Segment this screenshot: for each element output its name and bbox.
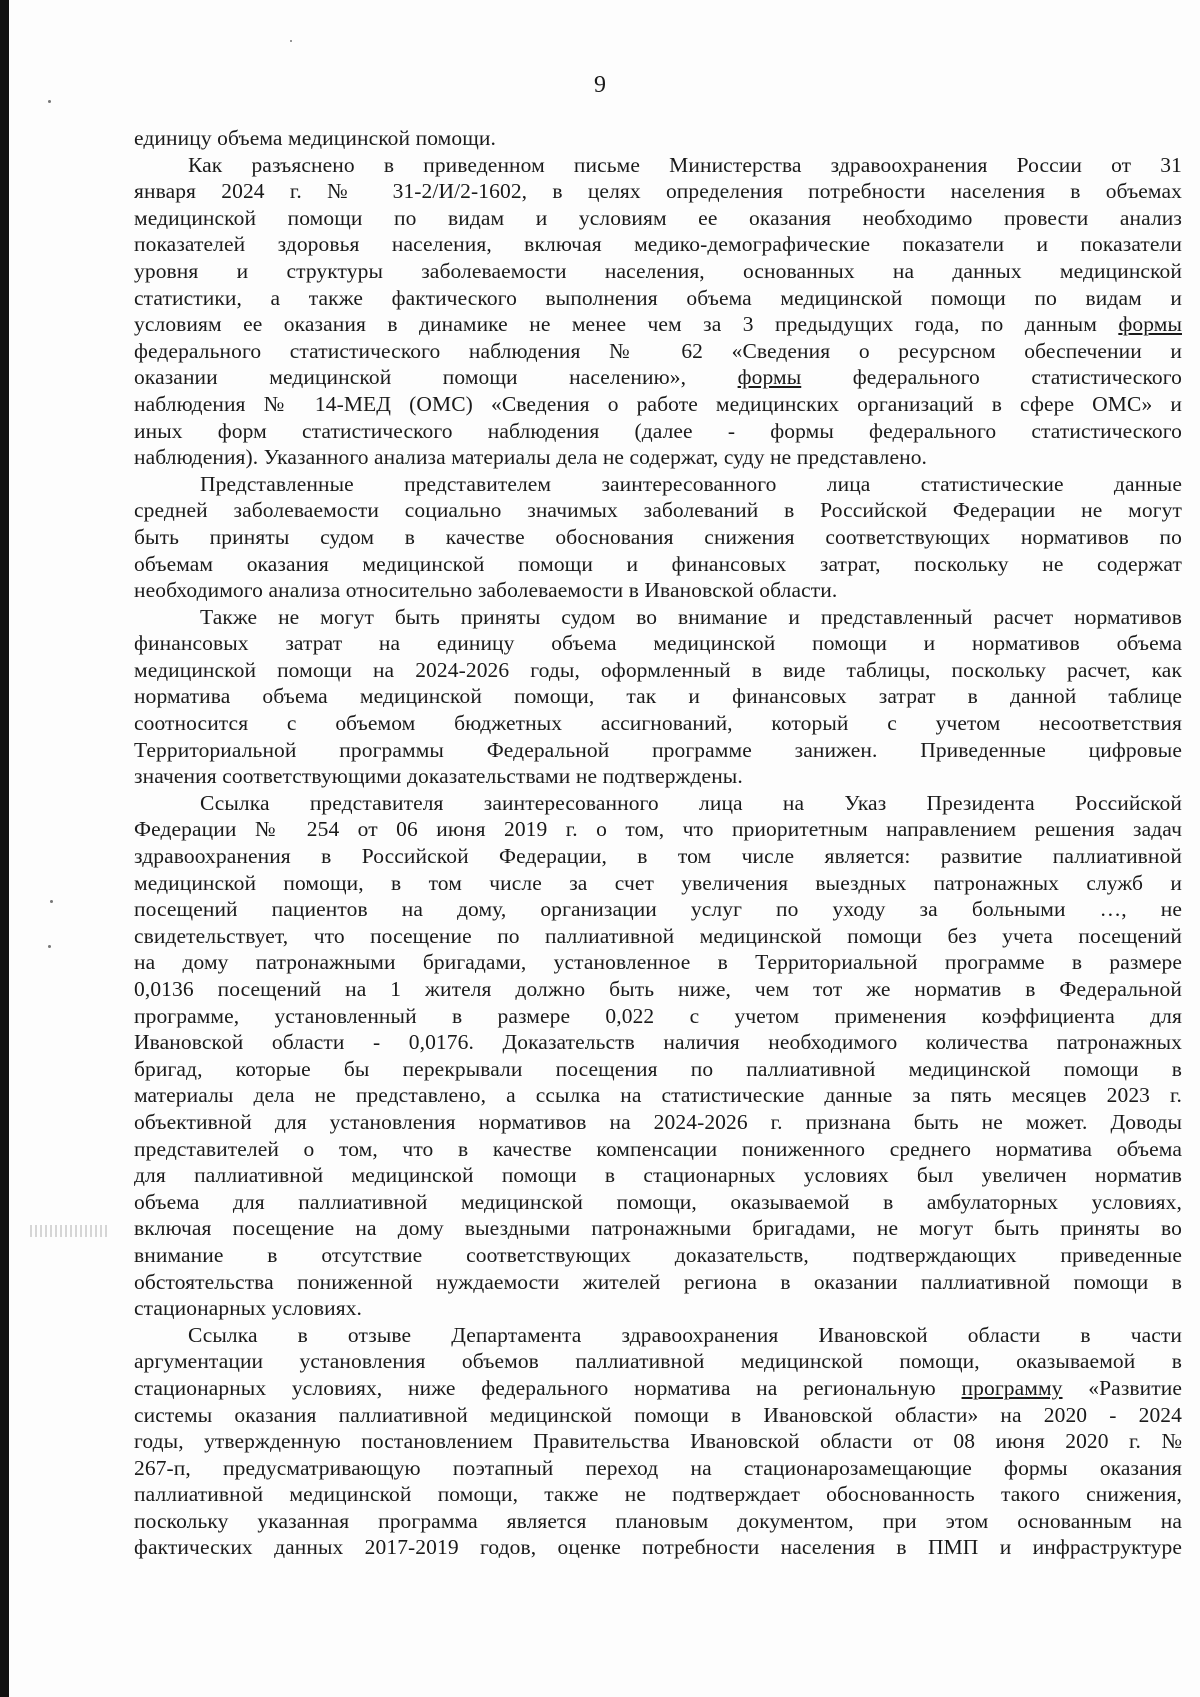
text-line-content: оказании медицинской помощи населению»,	[134, 365, 687, 390]
text-line	[134, 1136, 1182, 1163]
text-line-content: показателей здоровья населения, включая медико-демографические показатели и показатели	[134, 232, 1182, 257]
text-line-content: Как разъяснено в приведенном письме Министерства здравоохранения России от 31	[188, 152, 1182, 177]
scan-speck	[48, 100, 51, 103]
text-line	[134, 1322, 1182, 1349]
text-line-content: годы, утвержденную постановлением Правительства Ивановской области от 08 июня 2020 г. №	[134, 1429, 1182, 1454]
text-line-content: медицинской помощи по видам и условиям ее оказания необходимо провести анализ	[134, 205, 1182, 230]
text-line	[134, 471, 1182, 498]
text-line-content: обстоятельства пониженной нуждаемости жителей региона в оказании паллиативной помощи в	[134, 1269, 1182, 1294]
text-line	[134, 1189, 1182, 1216]
text-line-content: стационарных условиях.	[134, 1296, 363, 1321]
text-line-content: паллиативной медицинской помощи, также не подтверждает обоснованность такого снижения,	[134, 1482, 1182, 1507]
text-line	[134, 923, 1182, 950]
text-line	[134, 1348, 1182, 1375]
page-number: 9	[594, 72, 606, 98]
text-line-content: значения соответствующими доказательствами не подтверждены.	[134, 764, 743, 789]
text-line-content: внимание в отсутствие соответствующих доказательств, подтверждающих приведенные	[134, 1242, 1182, 1267]
text-line	[134, 551, 1182, 578]
text-line	[134, 949, 1182, 976]
text-line	[134, 1109, 1182, 1136]
text-line	[134, 338, 1182, 365]
text-line	[134, 657, 1182, 684]
text-line-content: норматива объема медицинской помощи, так и финансовых затрат в данной таблице	[134, 684, 1182, 709]
text-line	[134, 896, 1182, 923]
text-line	[134, 1402, 1182, 1429]
text-line	[134, 1003, 1182, 1030]
text-line-content: аргументации установления объемов паллиативной медицинской помощи, оказываемой в	[134, 1349, 1182, 1374]
text-line-content: 0,0136 посещений на 1 жителя должно быть ниже, чем тот же норматив в Федеральной	[134, 977, 1182, 1001]
document-body	[134, 125, 1182, 1561]
text-line-content: января 2024 г. № 31-2/И/2-1602, в целях определения потребности населения в объемах	[134, 179, 1182, 204]
scan-artifact	[30, 1225, 110, 1237]
text-line	[134, 205, 1182, 232]
text-line-content: уровня и структуры заболеваемости населения, основанных на данных медицинской	[134, 258, 1182, 283]
text-line	[134, 1082, 1182, 1109]
text-line-content: условиям ее оказания в динамике не менее чем за 3 предыдущих года, по данным	[134, 312, 1097, 337]
text-line	[134, 1375, 1182, 1402]
text-line-content: на дому патронажными бригадами, установленное в Территориальной программе в размере	[134, 950, 1182, 975]
text-line-content: средней заболеваемости социально значимых заболеваний в Российской Федерации не могут	[134, 498, 1182, 523]
text-line-content: Ссылка представителя заинтересованного лица на Указ Президента Российской	[200, 790, 1182, 815]
text-line	[134, 843, 1182, 870]
text-line-content: включая посещение на дому выездными патронажными бригадами, не могут быть приняты во	[134, 1216, 1182, 1241]
text-line	[134, 285, 1182, 312]
text-line-content: наблюдения № 14-МЕД (ОМС) «Сведения о работе медицинских организаций в сфере ОМС» и	[134, 391, 1182, 416]
text-line-content: программе, установленный в размере 0,022 с учетом применения коэффициента для	[134, 1003, 1182, 1028]
text-line	[134, 976, 1182, 1003]
text-line	[134, 152, 1182, 179]
text-line-content: системы оказания паллиативной медицинской помощи в Ивановской области» на 2020 - 2024	[134, 1402, 1182, 1427]
text-line	[134, 710, 1182, 737]
text-line	[134, 870, 1182, 897]
text-line-content: быть приняты судом в качестве обоснования снижения соответствующих нормативов по	[134, 524, 1182, 549]
text-line	[134, 311, 1182, 338]
text-line-content: поскольку указанная программа является плановым документом, при этом основанным на	[134, 1508, 1182, 1533]
text-line	[134, 1242, 1182, 1269]
text-line-tail: федерального статистического	[852, 365, 1182, 390]
text-line-content: 267-п, предусматривающую поэтапный переход на стационарозамещающие формы оказания	[134, 1455, 1182, 1480]
text-line-content: Территориальной программы Федеральной программе занижен. Приведенные цифровые	[134, 737, 1182, 762]
text-line-content: Федерации № 254 от 06 июня 2019 г. о том, что приоритетным направлением решения задач	[134, 817, 1182, 842]
text-line-content: объемам оказания медицинской помощи и финансовых затрат, поскольку не содержат	[134, 551, 1182, 576]
text-line-content: Ссылка в отзыве Департамента здравоохранения Ивановской области в части	[188, 1322, 1182, 1347]
text-line	[134, 1428, 1182, 1455]
text-line-tail: «Развитие	[1088, 1375, 1182, 1400]
text-line	[134, 1481, 1182, 1508]
text-line-content: бригад, которые бы перекрывали посещения по паллиативной медицинской помощи в	[134, 1056, 1182, 1081]
text-line-content: статистики, а также фактического выполнения объема медицинской помощи по видам и	[134, 285, 1182, 310]
text-line	[134, 125, 1182, 152]
text-line-content: наблюдения). Указанного анализа материалы дела не содержат, суду не представлено.	[134, 445, 928, 470]
text-line-content: Представленные представителем заинтересованного лица статистические данные	[200, 471, 1182, 496]
text-line	[134, 444, 1182, 471]
text-line-content: медицинской помощи, в том числе за счет увеличения выездных патронажных служб и	[134, 870, 1182, 895]
text-line-content: посещений пациентов на дому, организации услуг по уходу за больными …, не	[134, 897, 1182, 922]
text-line	[134, 524, 1182, 551]
text-line-content: необходимого анализа относительно заболеваемости в Ивановской области.	[134, 578, 838, 603]
text-line	[134, 364, 1182, 391]
text-line-content: для паллиативной медицинской помощи в стационарных условиях был увеличен норматив	[134, 1163, 1182, 1188]
text-line	[134, 1455, 1182, 1482]
underlined-link-text: формы	[1118, 312, 1182, 337]
text-line	[134, 816, 1182, 843]
text-line	[134, 1534, 1182, 1561]
text-line	[134, 1162, 1182, 1189]
text-line-content: фактических данных 2017-2019 годов, оценке потребности населения в ПМП и инфраструктуре	[134, 1535, 1182, 1560]
text-line-content: представителей о том, что в качестве компенсации пониженного среднего норматива объема	[134, 1136, 1182, 1161]
text-line	[134, 630, 1182, 657]
text-line	[134, 1269, 1182, 1296]
text-line-content: единицу объема медицинской помощи.	[134, 126, 496, 150]
scan-speck	[50, 900, 53, 903]
text-line	[134, 1029, 1182, 1056]
text-line-content: здравоохранения в Российской Федерации, в том числе является: развитие паллиативной	[134, 844, 1182, 869]
text-line-content: объема для паллиативной медицинской помощи, оказываемой в амбулаторных условиях,	[134, 1189, 1182, 1214]
text-line	[134, 391, 1182, 418]
text-line	[134, 790, 1182, 817]
text-line	[134, 763, 1182, 790]
text-line	[134, 178, 1182, 205]
text-line-content: федерального статистического наблюдения № 62 «Сведения о ресурсном обеспечении и	[134, 338, 1182, 363]
text-line-content: материалы дела не представлено, а ссылка на статистические данные за пять месяцев 2023 г.	[134, 1083, 1182, 1108]
text-line-content: стационарных условиях, ниже федерального норматива на региональную	[134, 1375, 936, 1400]
text-line	[134, 1508, 1182, 1535]
text-line-content: финансовых затрат на единицу объема медицинской помощи и нормативов объема	[134, 631, 1182, 656]
text-line	[134, 497, 1182, 524]
text-line-content: Ивановской области - 0,0176. Доказательств наличия необходимого количества патронажных	[134, 1030, 1182, 1055]
text-line-content: иных форм статистического наблюдения (далее - формы федерального статистического	[134, 418, 1182, 443]
text-line	[134, 1056, 1182, 1083]
text-line-content: свидетельствует, что посещение по паллиативной медицинской помощи без учета посещений	[134, 923, 1182, 948]
text-line-content: соотносится с объемом бюджетных ассигнований, который с учетом несоответствия	[134, 711, 1182, 736]
text-line	[134, 258, 1182, 285]
text-line	[134, 604, 1182, 631]
text-line	[134, 418, 1182, 445]
text-line	[134, 231, 1182, 258]
text-line	[134, 577, 1182, 604]
text-line	[134, 1215, 1182, 1242]
underlined-link-text: формы	[737, 365, 802, 390]
underlined-link-text: программу	[961, 1375, 1063, 1400]
text-line-content: медицинской помощи на 2024-2026 годы, оформленный в виде таблицы, поскольку расчет, как	[134, 657, 1182, 682]
text-line	[134, 737, 1182, 764]
scan-speck	[290, 40, 292, 42]
text-line	[134, 683, 1182, 710]
text-line-content: Также не могут быть приняты судом во внимание и представленный расчет нормативов	[200, 604, 1182, 629]
scan-speck	[48, 945, 51, 948]
text-line-content: объективной для установления нормативов на 2024-2026 г. признана быть не может. Доводы	[134, 1109, 1182, 1134]
text-line	[134, 1295, 1182, 1322]
scan-left-border	[0, 0, 9, 1697]
